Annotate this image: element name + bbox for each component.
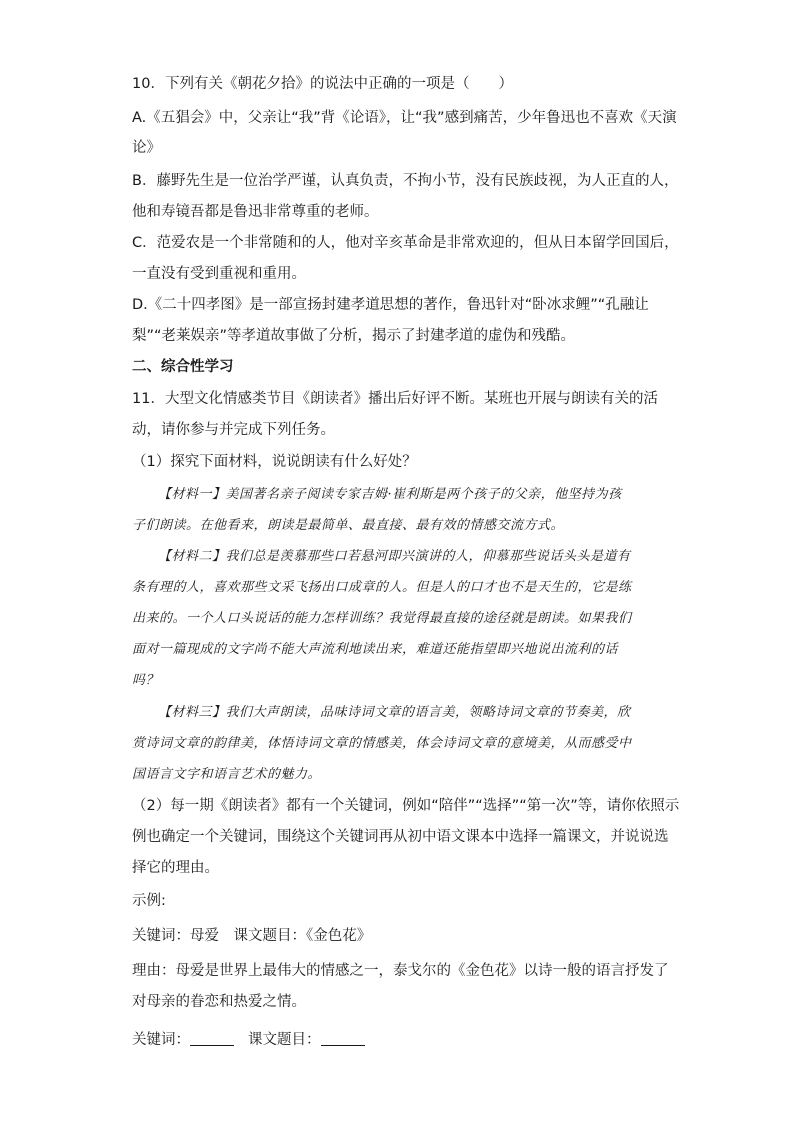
material-2-line-4: 面对一篇现成的文字尚不能大声流利地读出来，难道还能指望即兴地说出流利的话 [132, 642, 619, 657]
answer-line [132, 1030, 365, 1050]
example-keyword: 关键词：母爱 课文题目：《金色花》 [132, 928, 372, 944]
example-label: 示例: [132, 893, 166, 909]
question-10-stem: 10．下列有关《朝花夕拾》的说法中正确的一项是（ ） [132, 76, 513, 92]
material-2-line-5: 吗？ [132, 673, 160, 688]
answer-keyword-label: 关键词： [132, 1032, 190, 1048]
option-b-line-1: B．藤野先生是一位治学严谨，认真负责，不拘小节，没有民族歧视，为人正直的人， [132, 173, 679, 189]
part-2-line-3: 择它的理由。 [132, 860, 219, 876]
question-11-stem-line-1: 11．大型文化情感类节目《朗读者》播出后好评不断。某班也开展与朗读有关的活 [132, 391, 658, 407]
option-b-line-2: 他和寿镜吾都是鲁迅非常尊重的老师。 [132, 204, 379, 220]
example-reason-line-2: 对母亲的眷恋和热爱之情。 [132, 994, 306, 1010]
option-d-line-1: D.《二十四孝图》是一部宣扬封建孝道思想的著作，鲁迅针对“卧冰求鲤”“孔融让 [132, 297, 649, 313]
option-c-line-2: 一直没有受到重视和重用。 [132, 266, 306, 282]
question-11-stem-line-2: 动，请你参与并完成下列任务。 [132, 422, 335, 438]
part-2-line-1: （2）每一期《朗读者》都有一个关键词，例如“陪伴”“选择”“第一次”等，请你依照示 [132, 798, 680, 814]
example-reason-line-1: 理由：母爱是世界上最伟大的情感之一，泰戈尔的《金色花》以诗一般的语言抒发了 [132, 963, 669, 979]
answer-title-label: 课文题目： [248, 1032, 321, 1048]
material-3-line-2: 赏诗词文章的韵律美，体悟诗词文章的情感美，体会诗词文章的意境美，从而感受中 [132, 736, 632, 751]
answer-title-blank[interactable] [321, 1030, 365, 1046]
material-2-line-3: 出来的。一个人口头说话的能力怎样训练？我觉得最直接的途径就是朗读。如果我们 [132, 611, 632, 626]
material-2-line-2: 条有理的人，喜欢那些文采飞扬出口成章的人。但是人的口才也不是天生的，它是练 [132, 580, 632, 595]
option-a-line-2: 论》 [132, 140, 161, 156]
option-d-line-2: 梨”“老莱娱亲”等孝道故事做了分析，揭示了封建孝道的虚伪和残酷。 [132, 328, 576, 344]
option-c-line-1: C．范爱农是一个非常随和的人，他对辛亥革命是非常欢迎的，但从日本留学回国后， [132, 235, 679, 251]
material-3-line-1: 【材料三】我们大声朗读，品味诗词文章的语言美，领略诗词文章的节奏美，欣 [158, 705, 631, 720]
material-1-line-2: 子们朗读。在他看来，朗读是最简单、最直接、最有效的情感交流方式。 [132, 518, 565, 533]
option-a-line-1: A.《五猖会》中，父亲让“我”背《论语》，让“我”感到痛苦，少年鲁迅也不喜欢《天演 [132, 110, 677, 126]
material-3-line-3: 国语言文字和语言艺术的魅力。 [132, 767, 322, 782]
part-2-line-2: 例也确定一个关键词，围绕这个关键词再从初中语文课本中选择一篇课文，并说说选 [132, 829, 669, 845]
material-2-line-1: 【材料二】我们总是羡慕那些口若悬河即兴演讲的人，仰慕那些说话头头是道有 [158, 549, 631, 564]
material-1-line-1: 【材料一】美国著名亲子阅读专家吉姆·崔利斯是两个孩子的父亲，他坚持为孩 [158, 487, 622, 502]
part-1-prompt: （1）探究下面材料，说说朗读有什么好处？ [132, 454, 417, 470]
section-title: 二、综合性学习 [132, 359, 234, 375]
answer-keyword-blank[interactable] [190, 1030, 234, 1046]
